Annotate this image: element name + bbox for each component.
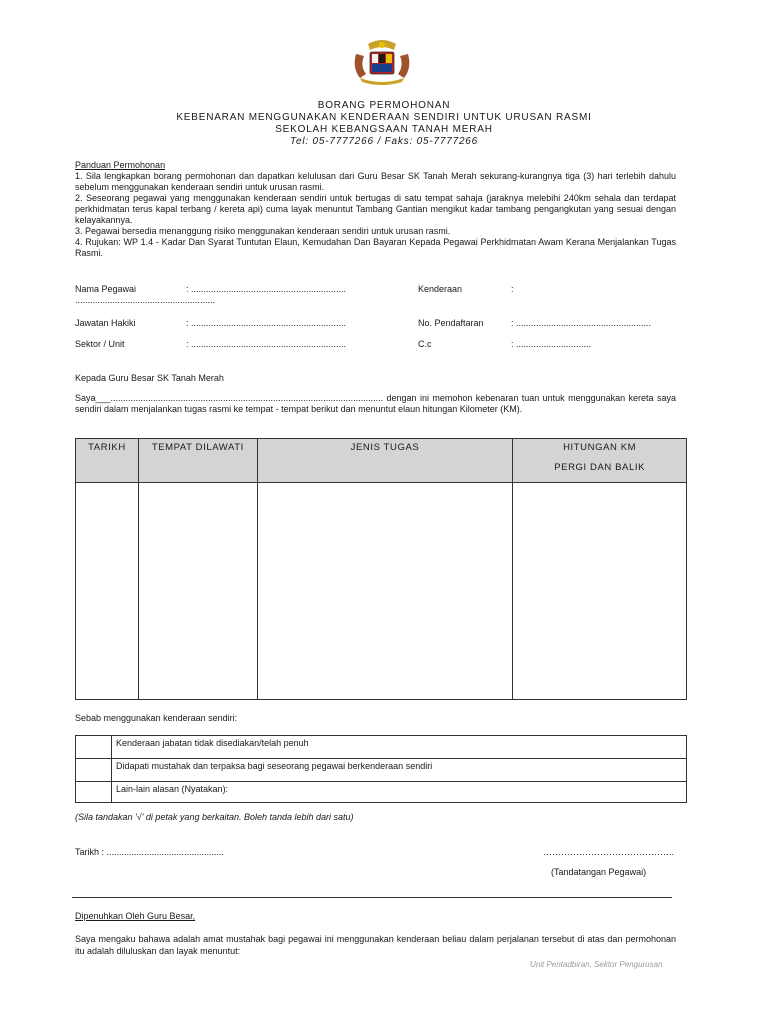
approval-title: Dipenuhkan Oleh Guru Besar,: [75, 911, 196, 921]
sektor-field[interactable]: : ..............................................................: [186, 339, 347, 349]
nama-label: Nama Pegawai: [75, 284, 137, 294]
letter-recipient: Kepada Guru Besar SK Tanah Merah: [75, 373, 224, 383]
cell-jenis-tugas[interactable]: [257, 483, 512, 700]
guide-list: [75, 171, 676, 259]
reason-text: Lain-lain alasan (Nyatakan):: [112, 782, 687, 803]
guide-item: 2. Seseorang pegawai yang menggunakan kenderaan sendiri untuk bertugas di satu tempat sahaja (jaraknya melebihi 240km sehala dan terdapat perkhidmatan terus kapal terbang / kereta api) cuma layak menuntut Tambang Gantian mengikut kadar tambang pengangkutan yang sesuai dengan kelayakannya.: [75, 193, 676, 225]
guide-item: 1. Sila lengkapkan borang permohonan dan dapatkan kelulusan dari Guru Besar SK Tanah Merah sekurang-kurangnya tiga (3) hari terlebih dahulu sebelum menggunakan kenderaan sendiri untuk urusan rasmi.: [75, 171, 676, 192]
cc-field[interactable]: : ..............................: [511, 339, 592, 349]
signature-label: (Tandatangan Pegawai): [551, 867, 647, 877]
approval-body: Saya mengaku bahawa adalah amat mustahak bagi pegawai ini menggunakan kenderaan beliau dalam perjalanan tersebut di atas dan permohonan itu adalah diluluskan dan layak menuntut:: [75, 934, 676, 956]
reason-row: [76, 736, 687, 759]
header-km-label: HITUNGAN KM: [563, 442, 637, 453]
sektor-label: Sektor / Unit: [75, 339, 125, 349]
pendaftaran-field[interactable]: : ......................................................: [511, 318, 652, 328]
header-hitungan-km: [513, 439, 687, 483]
guide-title: Panduan Permohonan: [75, 160, 166, 170]
table-row: [76, 483, 687, 700]
reason-row: [76, 759, 687, 782]
coat-of-arms-logo: [346, 38, 418, 86]
section-divider: [72, 897, 672, 898]
kenderaan-field[interactable]: :: [511, 284, 514, 294]
jawatan-field[interactable]: : ..............................................................: [186, 318, 347, 328]
jawatan-label: Jawatan Hakiki: [75, 318, 136, 328]
reason-text: Kenderaan jabatan tidak disediakan/telah penuh: [112, 736, 687, 759]
header-km-sub: PERGI DAN BALIK: [554, 462, 646, 473]
letter-body: Saya___............................................................................................................. dengan ini memohon kebenaran tuan untuk menggunakan kereta saya sendiri dalam menjalankan tugas rasmi ke tempat - tempat berikut dan menuntut elaun hitungan Kilometer (KM).: [75, 393, 676, 414]
nama-field-cont[interactable]: ........................................................: [75, 295, 216, 305]
reasons-title: Sebab menggunakan kenderaan sendiri:: [75, 713, 238, 723]
form-subtitle: KEBENARAN MENGGUNAKAN KENDERAAN SENDIRI UNTUK URUSAN RASMI: [176, 112, 592, 123]
signature-line[interactable]: ……………………………………..: [543, 847, 675, 857]
reason-checkbox[interactable]: [76, 736, 112, 759]
cc-label: C.c: [418, 339, 432, 349]
header-jenis-tugas: JENIS TUGAS: [257, 439, 512, 483]
guide-item: 4. Rujukan: WP 1.4 - Kadar Dan Syarat Tuntutan Elaun, Kemudahan Dan Bayaran Kepada Pegawai Perkhidmatan Awam Kerana Menjalankan Tugas Rasmi.: [75, 237, 676, 258]
cell-tarikh[interactable]: [76, 483, 139, 700]
reasons-note: (Sila tandakan '√' di petak yang berkaitan. Boleh tanda lebih dari satu): [75, 812, 354, 822]
table-header-row: [76, 439, 687, 483]
reasons-table: [75, 735, 687, 803]
cell-tempat[interactable]: [138, 483, 257, 700]
trip-table: [75, 438, 687, 700]
reason-row: [76, 782, 687, 803]
date-field[interactable]: Tarikh : ...............................................: [75, 847, 225, 857]
footer-unit: Unit Pentadbiran, Sektor Pengurusan: [530, 960, 663, 969]
kenderaan-label: Kenderaan: [418, 284, 463, 294]
nama-field[interactable]: : ..............................................................: [186, 284, 347, 294]
header-tarikh: TARIKH: [76, 439, 139, 483]
pendaftaran-label: No. Pendaftaran: [418, 318, 484, 328]
header-tempat: TEMPAT DILAWATI: [138, 439, 257, 483]
school-name: SEKOLAH KEBANGSAAN TANAH MERAH: [275, 124, 493, 135]
reason-checkbox[interactable]: [76, 782, 112, 803]
cell-hitungan-km[interactable]: [513, 483, 687, 700]
form-title: BORANG PERMOHONAN: [317, 100, 451, 111]
guide-item: 3. Pegawai bersedia menanggung risiko menggunakan kenderaan sendiri untuk urusan rasmi.: [75, 226, 451, 236]
contact-line: Tel: 05-7777266 / Faks: 05-7777266: [289, 136, 479, 147]
reason-text: Didapati mustahak dan terpaksa bagi seseorang pegawai berkenderaan sendiri: [112, 759, 687, 782]
reason-checkbox[interactable]: [76, 759, 112, 782]
